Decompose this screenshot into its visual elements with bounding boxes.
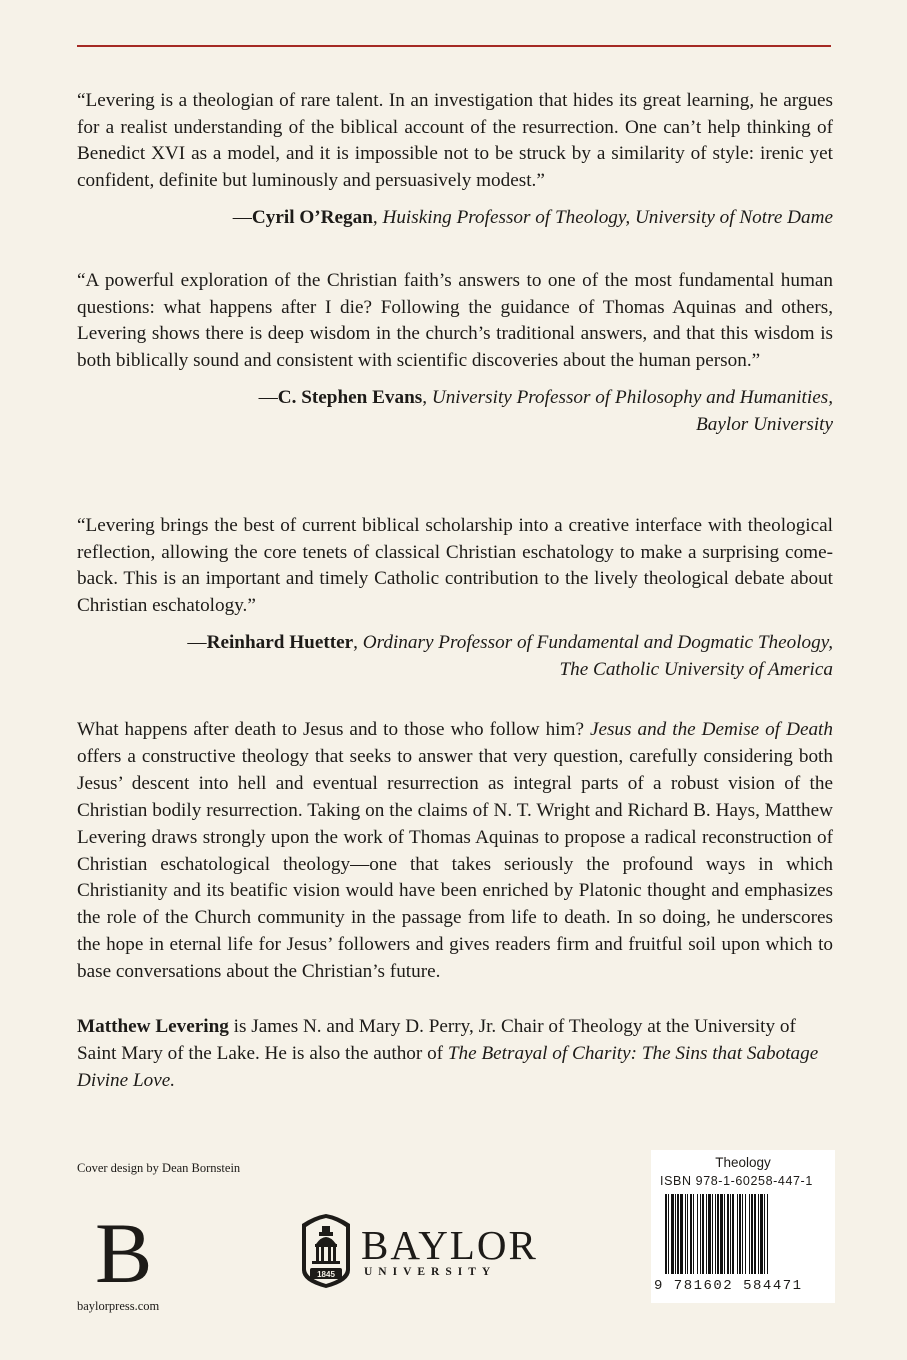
cover-credit: Cover design by Dean Bornstein <box>77 1161 241 1175</box>
top-rule <box>77 45 831 47</box>
endorsement-quote: “Levering brings the best of current biblical scholarship into a creative interface with theological reflection, allowing the core tenets of classical Christian eschatology to make a surprising come-back. This is an important and timely Catholic contribution to the lively theological debate about Christian eschatology.” <box>77 515 833 616</box>
endorser-title: University Professor of Philosophy and Humanities, <box>431 387 833 408</box>
endorsement-attribution <box>77 205 833 232</box>
author-bio <box>77 1014 833 1095</box>
endorser-name: C. Stephen Evans <box>277 387 423 408</box>
endorsement-2 <box>77 268 833 438</box>
press-letter: B <box>95 1210 153 1292</box>
baylor-university-label: UNIVERSITY <box>364 1266 497 1278</box>
isbn-barcode-block <box>651 1150 835 1303</box>
endorser-title: Ordinary Professor of Fundamental and Dogmatic Theology, <box>362 632 833 653</box>
attribution-separator: , <box>372 207 383 228</box>
isbn-category: Theology <box>715 1155 771 1170</box>
endorsement-quote: “Levering is a theologian of rare talent. In an investigation that hides its great learning, he argues for a realist understanding of the biblical account of the resurrection. One can’t help thinking of Benedict XVI as a model, and it is impossible not to be struck by a similarity of style: irenic yet confident, definite but luminously and persuasively modest.” <box>77 90 833 191</box>
endorsement-attribution <box>77 630 833 683</box>
attribution-separator: , <box>422 387 432 408</box>
other-book-title: The Betrayal of Charity: The Sins that Sabotage Divine Love. <box>77 1042 819 1091</box>
book-description <box>77 717 833 986</box>
baylor-press-logo <box>77 1210 177 1292</box>
attribution-separator: , <box>353 632 363 653</box>
endorser-name: Cyril O’Regan <box>251 207 373 228</box>
endorser-name: Reinhard Huetter <box>206 632 354 653</box>
endorsement-quote: “A powerful exploration of the Christian faith’s answers to one of the most fundamental human questions: what happens after I die? Following the guidance of Thomas Aquinas and others, Levering shows there is deep wisdom in the church’s traditional answers, and that this wisdom is both biblically sound and consistent with scientific discoveries about the human person.” <box>77 270 833 371</box>
endorsement-attribution <box>77 385 833 438</box>
press-url: baylorpress.com <box>77 1299 160 1313</box>
endorser-affiliation: Baylor University <box>696 413 833 435</box>
attribution-dash: — <box>232 207 252 228</box>
endorser-title: Huisking Professor of Theology, University of Notre Dame <box>382 207 833 228</box>
seal-year: 1845 <box>317 1270 335 1279</box>
attribution-dash: — <box>187 632 207 653</box>
press-b-icon <box>91 1210 155 1292</box>
author-bio-text: is James N. and Mary D. Perry, Jr. Chair of Theology at the University of Saint Mary of the Lake. He is also the author of <box>77 1016 796 1064</box>
barcode-icon <box>665 1194 827 1278</box>
endorsement-1 <box>77 88 833 232</box>
barcode-digits: 9 781602 584471 <box>654 1278 803 1294</box>
baylor-wordmark: BAYLOR <box>361 1222 538 1268</box>
baylor-seal-icon <box>298 1212 354 1290</box>
endorser-affiliation: The Catholic University of America <box>559 658 833 680</box>
author-name: Matthew Levering <box>77 1016 229 1037</box>
description-text: offers a constructive theology that seeks to answer that very question, carefully considering both Jesus’ descent into hell and eventual resurrection as integral parts of a robust vision of the Christian bodily resurrection. Taking on the claims of N. T. Wright and Richard B. Hays, Matthew Levering draws strongly upon the work of Thomas Aquinas to propose a radical reconstruction of Christian eschatological theology—one that takes seriously the profound ways in which Christianity and its beatific vision would have been enriched by Platonic thought and emphasizes the role of the Church community in the passage from life to death. In so doing, he underscores the hope in eternal life for Jesus’ followers and gives readers firm and fruitful soil upon which to base conversations about the Christian’s future. <box>77 745 833 983</box>
attribution-dash: — <box>258 387 278 408</box>
book-title: Jesus and the Demise of Death <box>589 719 833 740</box>
description-text: What happens after death to Jesus and to those who follow him? <box>77 719 590 740</box>
isbn-number: ISBN 978-1-60258-447-1 <box>660 1174 813 1188</box>
endorsement-3 <box>77 513 833 683</box>
